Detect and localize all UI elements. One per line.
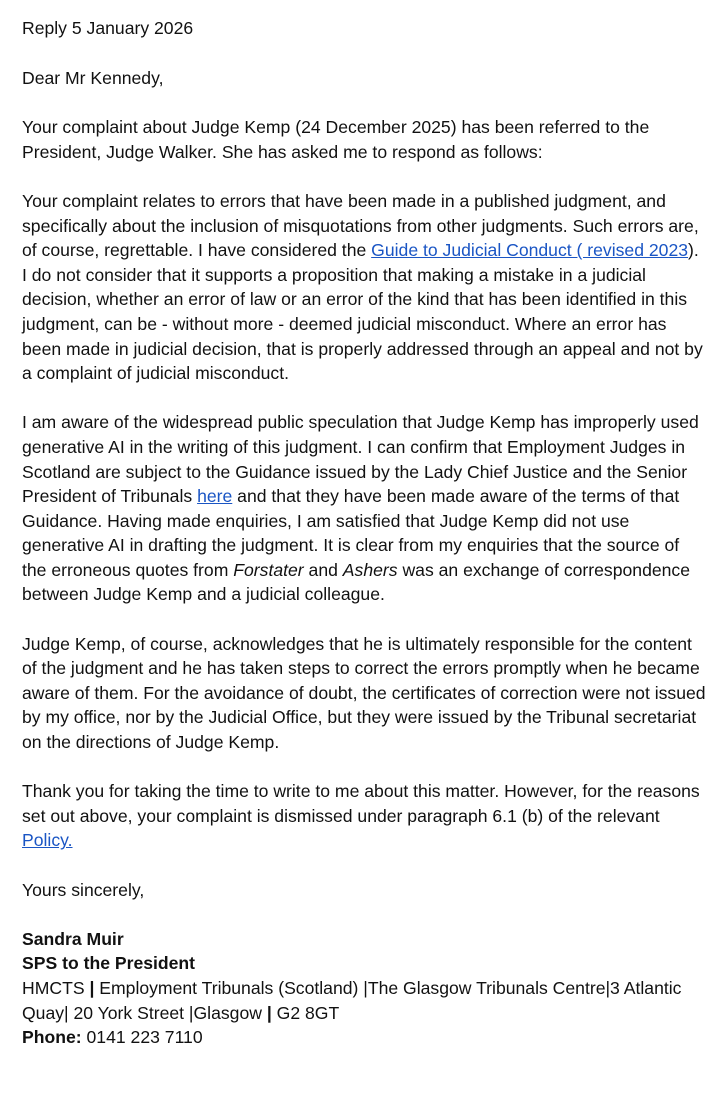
- signatory-name: Sandra Muir: [22, 928, 124, 949]
- date-line: Reply 5 January 2026: [22, 18, 194, 38]
- paragraph-errors: [22, 189, 708, 386]
- organisation-address: [22, 976, 708, 1025]
- org-part-2: Employment Tribunals (Scotland) |The Glasgow Tribunals Centre|3 Atlantic Quay| 20 York Street |Glasgow: [22, 977, 682, 1023]
- paragraph-errors-text-2: ). I do not consider that it supports a proposition that making a mistake in a judicial decision, whether an error of law or an error of the kind that has been identified in this judgment, can be - without more - deemed judicial misconduct. Where an error has been made in judicial decision, that is properly addressed through an appeal and not by a complaint of judicial misconduct.: [22, 240, 703, 384]
- case-name-forstater: Forstater: [233, 559, 304, 580]
- paragraph-ai-and: and: [303, 559, 343, 580]
- paragraph-dismissal-text: Thank you for taking the time to write to me about this matter. However, for the reasons set out above, your complaint is dismissed under paragraph 6.1 (b) of the relevant: [22, 781, 700, 826]
- paragraph-ai-speculation: [22, 410, 708, 607]
- paragraph-acknowledgement: Judge Kemp, of course, acknowledges that he is ultimately responsible for the content of the judgment and he has taken steps to correct the errors promptly when he became aware of them. For the avoidance of doubt, the certificates of correction were not issued by my office, nor by the Judicial Office, but they were issued by the Tribunal secretariat on the directions of Judge Kemp.: [22, 633, 706, 753]
- paragraph-ai-text-1: I am aware of the widespread public speculation that Judge Kemp has improperly used generative AI in the writing of this judgment. I can confirm that Employment Judges in Scotland are subject to the Guidance issued by the Lady Chief Justice and the Senior President of Tribunals: [22, 412, 699, 507]
- phone-line: [22, 1025, 708, 1050]
- case-name-ashers: Ashers: [342, 559, 398, 580]
- phone-number: 0141 223 7110: [81, 1027, 203, 1048]
- separator: |: [89, 977, 95, 998]
- guidance-here-link[interactable]: here: [197, 486, 233, 507]
- guide-to-judicial-conduct-link[interactable]: Guide to Judicial Conduct ( revised 2023: [371, 240, 689, 261]
- paragraph-ai-text-3: was an exchange of correspondence between Judge Kemp and a judicial colleague.: [22, 559, 691, 605]
- org-part-3: G2 8GT: [271, 1002, 340, 1023]
- paragraph-errors-text-1: Your complaint relates to errors that have been made in a published judgment, and specifically about the inclusion of misquotations from other judgments. Such errors are, of course, regrettable. I have considered the: [22, 190, 699, 261]
- policy-link[interactable]: Policy.: [22, 830, 73, 851]
- salutation: Dear Mr Kennedy,: [22, 67, 164, 88]
- paragraph-dismissal: [22, 779, 708, 853]
- paragraph-referral: Your complaint about Judge Kemp (24 December 2025) has been referred to the President, Judge Walker. She has asked me to respond as follows:: [22, 117, 650, 162]
- signatory-title: SPS to the President: [22, 953, 196, 974]
- signature-block: [22, 927, 708, 1050]
- closing: Yours sincerely,: [22, 879, 145, 900]
- paragraph-ai-text-2: and that they have been made aware of the terms of that Guidance. Having made enquiries, I am satisfied that Judge Kemp did not use generative AI in drafting the judgment. It is clear from my enquiries that the source of the erroneous quotes from: [22, 486, 680, 580]
- phone-label: Phone:: [22, 1027, 82, 1048]
- org-part-1: HMCTS: [22, 977, 90, 998]
- separator: |: [266, 1002, 272, 1023]
